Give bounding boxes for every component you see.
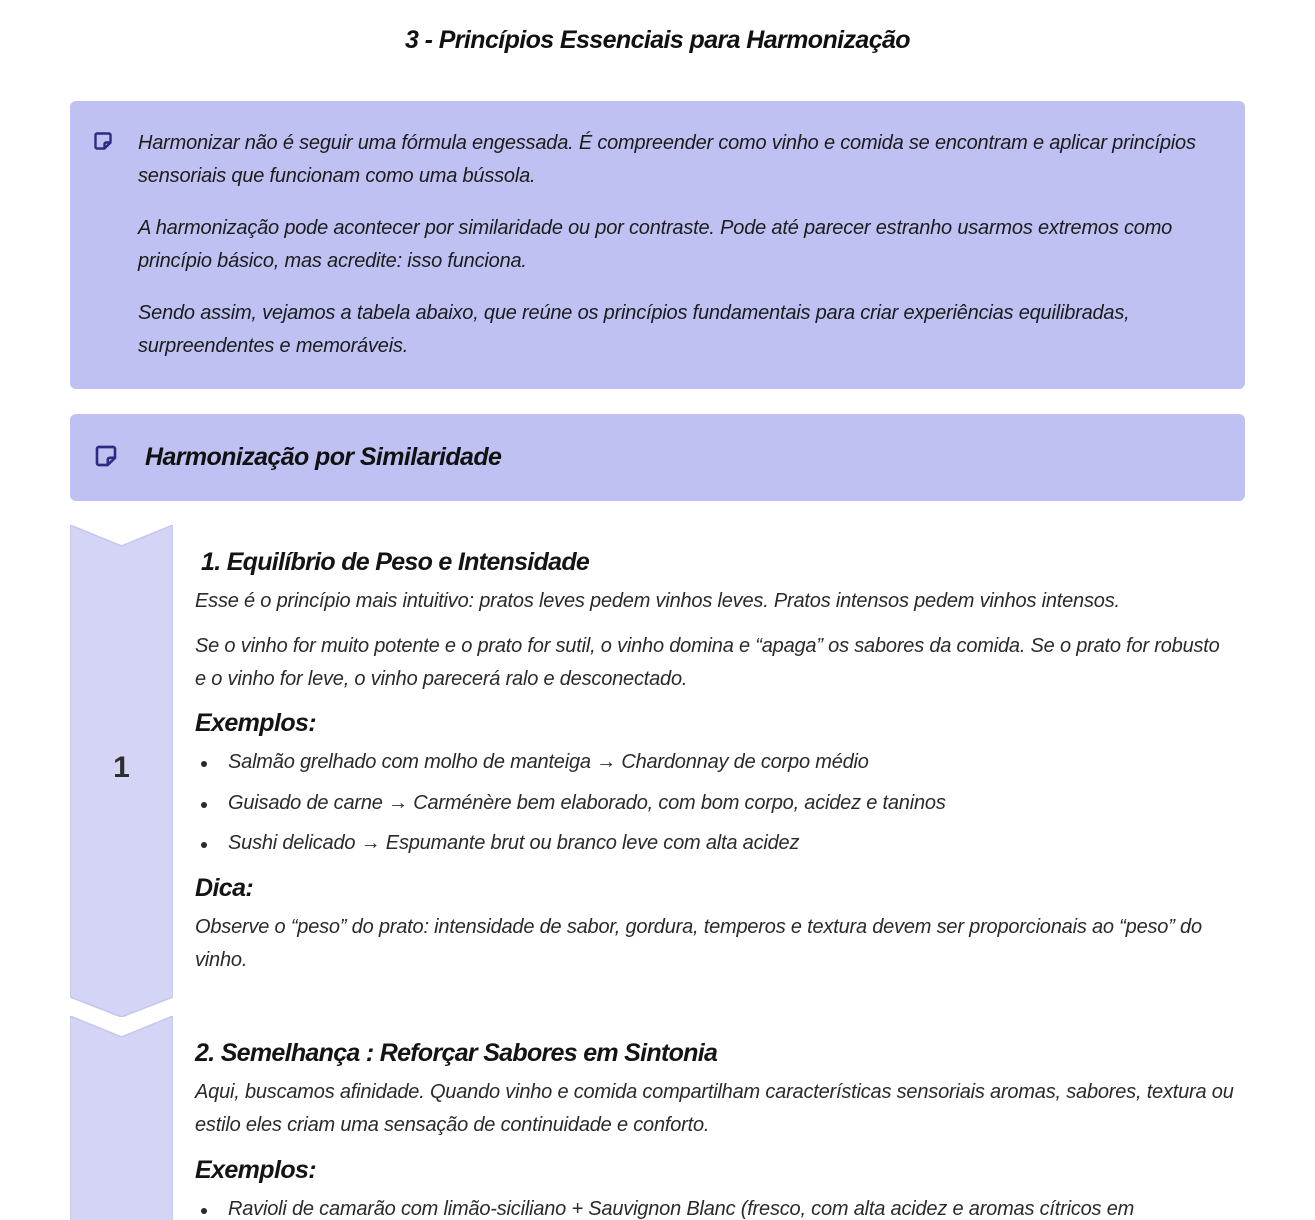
intro-paragraph-3: Sendo assim, vejamos a tabela abaixo, que reúne os princípios fundamentais para criar experiências equilibradas, surpreendentes e memoráveis. xyxy=(138,302,1130,357)
intro-callout xyxy=(70,101,1245,389)
list-item: Guisado de carne → Carménère bem elaborado, com bom corpo, acidez e taninos xyxy=(195,787,1235,820)
tip-heading: Dica: xyxy=(195,874,254,902)
list-item: Ravioli de camarão com limão-siciliano + Sauvignon Blanc (fresco, com alta acidez e aromas cítricos em xyxy=(195,1193,1235,1220)
tip-paragraph: Observe o “peso” do prato: intensidade de sabor, gordura, temperos e textura devem ser proporcionais ao “peso” do vinho. xyxy=(195,916,1202,971)
step-title: 1. Equilíbrio de Peso e Intensidade xyxy=(201,548,590,576)
step-2 xyxy=(70,1016,1245,1220)
intro-paragraph-2: A harmonização pode acontecer por similaridade ou por contraste. Pode até parecer estranho usarmos extremos como princípio básico, mas acredite: isso funciona. xyxy=(138,217,1173,272)
step-chevron xyxy=(70,1016,173,1220)
examples-heading: Exemplos: xyxy=(195,1156,317,1184)
step-title: 2. Semelhança : Reforçar Sabores em Sintonia xyxy=(195,1039,718,1067)
step-paragraph: Esse é o princípio mais intuitivo: pratos leves pedem vinhos leves. Pratos intensos pedem vinhos intensos. xyxy=(195,590,1120,612)
sticky-note-icon xyxy=(93,131,113,151)
examples-heading: Exemplos: xyxy=(195,709,317,737)
page-title: 3 - Princípios Essenciais para Harmonização xyxy=(405,26,910,54)
step-1 xyxy=(70,525,1245,1017)
examples-list xyxy=(195,746,1235,860)
step-content xyxy=(195,1016,1235,1220)
sticky-note-icon xyxy=(94,444,118,468)
step-number: 1 xyxy=(113,751,130,784)
step-paragraph: Se o vinho for muito potente e o prato for sutil, o vinho domina e “apaga” os sabores da comida. Se o prato for robusto e o vinho for leve, o vinho parecerá ralo e desconectado. xyxy=(195,635,1220,690)
step-paragraph: Aqui, buscamos afinidade. Quando vinho e comida compartilham características sensoriais aromas, sabores, textura ou estilo eles criam uma sensação de continuidade e conforto. xyxy=(195,1081,1234,1136)
examples-list xyxy=(195,1193,1235,1220)
section-heading-callout xyxy=(70,414,1245,501)
intro-paragraph-1: Harmonizar não é seguir uma fórmula engessada. É compreender como vinho e comida se encontram e aplicar princípios sensoriais que funcionam como uma bússola. xyxy=(138,132,1196,187)
section-heading: Harmonização por Similaridade xyxy=(145,443,502,471)
step-content xyxy=(195,525,1235,977)
list-item: Salmão grelhado com molho de manteiga → Chardonnay de corpo médio xyxy=(195,746,1235,779)
list-item: Sushi delicado → Espumante brut ou branco leve com alta acidez xyxy=(195,827,1235,860)
